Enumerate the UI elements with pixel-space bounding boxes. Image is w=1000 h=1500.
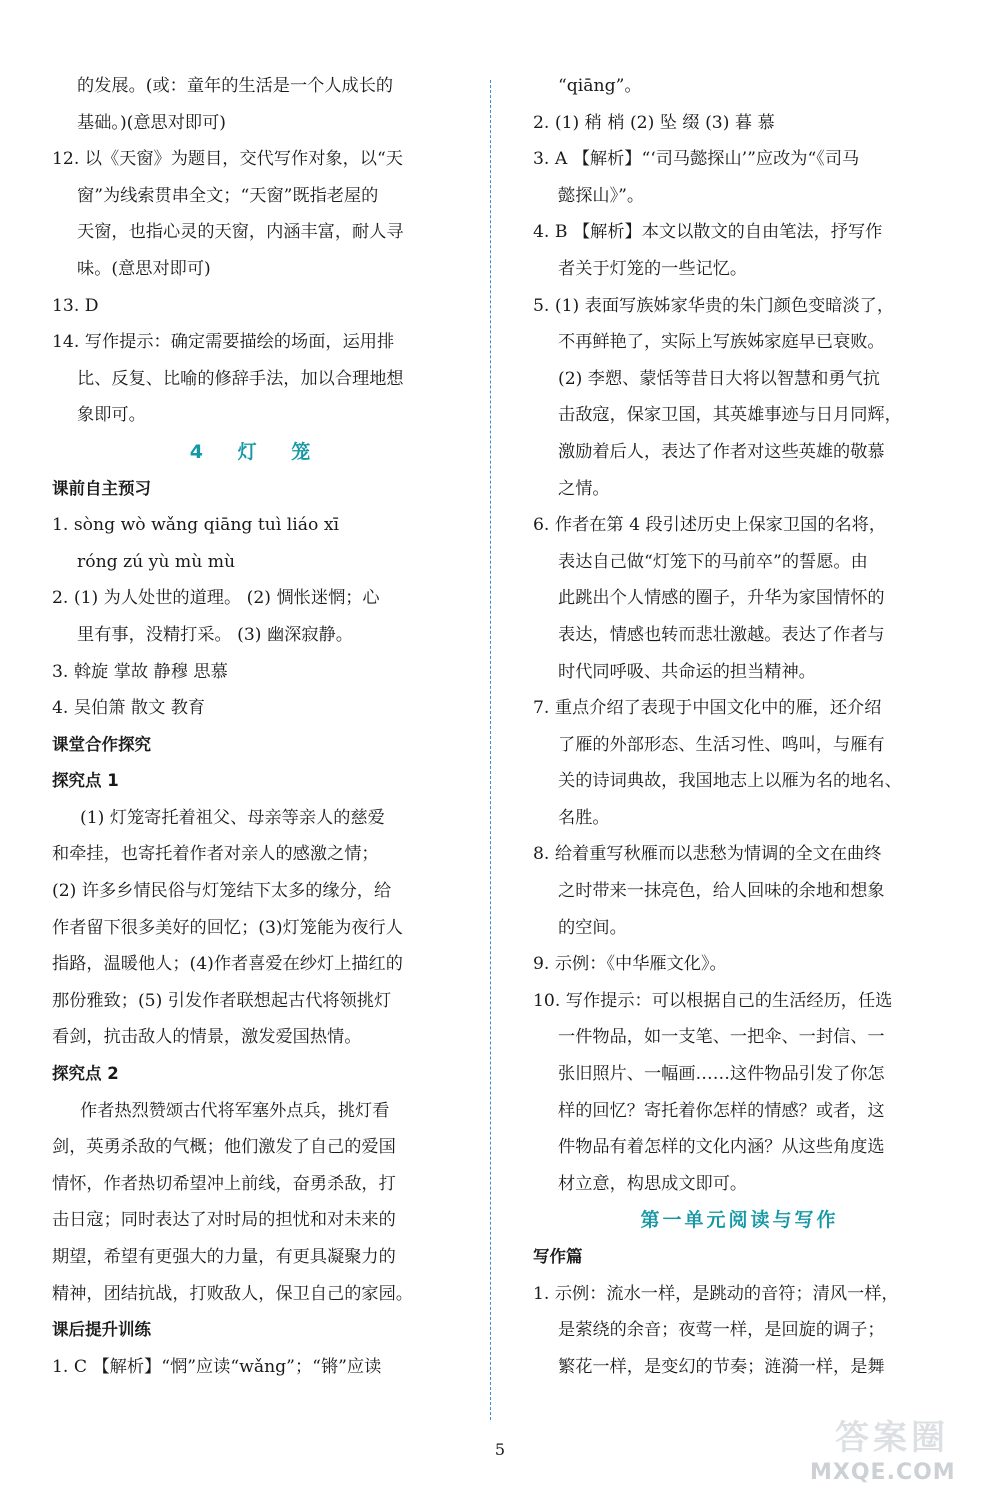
left-text-line: 课后提升训练 xyxy=(52,1320,151,1340)
left-text-line: 课前自主预习 xyxy=(52,478,151,498)
page-number: 5 xyxy=(494,1440,506,1459)
right-text-line: 是萦绕的余音；夜莺一样，是回旋的调子； xyxy=(558,1320,885,1341)
left-text-line: 4. 吴伯箫 散文 教育 xyxy=(52,698,206,719)
right-text-line: 了雁的外部形态、生活习性、鸣叫，与雁有 xyxy=(558,734,885,755)
right-text-line: 8. 给着重写秋雁而以悲愁为情调的全文在曲终 xyxy=(533,844,882,865)
left-text-line: 1. sòng wò wǎng qiāng tuì liáo xī xyxy=(52,515,340,536)
left-text-line: 比、反复、比喻的修辞手法，加以合理地想 xyxy=(77,368,404,389)
left-text-line: 指路，温暖他人；(4)作者喜爱在纱灯上描红的 xyxy=(52,954,403,975)
left-text-line: 味。(意思对即可) xyxy=(77,258,211,279)
right-text-line: 6. 作者在第 4 段引述历史上保家卫国的名将， xyxy=(533,515,887,536)
right-text-line: 材立意，构思成文即可。 xyxy=(558,1173,748,1194)
left-text-line: 的发展。(或：童年的生活是一个人成长的 xyxy=(77,76,394,96)
right-text-line: 4. B 【解析】本文以散文的自由笔法，抒写作 xyxy=(533,222,883,243)
right-text-line: 样的回忆？寄托着你怎样的情感？或者，这 xyxy=(558,1100,885,1121)
right-text-line: 名胜。 xyxy=(558,807,610,828)
right-text-line: 击敌寇，保家卫国，其英雄事迹与日月同辉， xyxy=(558,405,902,426)
left-text-line: 窗”为线索贯串全文；“天窗”既指老屋的 xyxy=(77,185,379,206)
left-text-line: 象即可。 xyxy=(77,405,146,426)
left-text-line: 期望，希望有更强大的力量，有更具凝聚力的 xyxy=(52,1247,396,1267)
left-text-line: 作者热烈赞颂古代将军塞外点兵，挑灯看 xyxy=(80,1100,390,1121)
right-text-line: 者关于灯笼的一些记忆。 xyxy=(558,258,748,279)
left-text-line: 里有事，没精打采。 (3) 幽深寂静。 xyxy=(77,624,353,645)
right-text-line: 表达，情感也转而悲壮激越。表达了作者与 xyxy=(558,624,885,645)
right-text-line: 繁花一样，是变幻的节奏；涟漪一样，是舞 xyxy=(558,1356,885,1377)
left-text-line: 13. D xyxy=(52,295,99,316)
right-column xyxy=(533,68,946,1385)
right-text-line: 不再鲜艳了，实际上写族姊家庭早已衰败。 xyxy=(558,332,885,353)
left-text-line: 探究点 1 xyxy=(52,771,119,791)
left-text-line: 14. 写作提示：确定需要描绘的场面，运用排 xyxy=(52,332,395,353)
left-text-line: 探究点 2 xyxy=(52,1064,119,1084)
right-text-line: 3. A 【解析】“‘司马懿探山’”应改为“《司马 xyxy=(533,149,860,170)
right-text-line: 激励着后人，表达了作者对这些英雄的敬慕 xyxy=(558,441,885,462)
left-text-line: 12. 以《天窗》为题目，交代写作对象，以“天 xyxy=(52,149,403,170)
left-text-line: 作者留下很多美好的回忆；(3)灯笼能为夜行人 xyxy=(52,917,403,938)
right-text-line: 2. (1) 稍 梢 (2) 坠 缀 (3) 暮 慕 xyxy=(533,112,775,133)
watermark xyxy=(800,1410,990,1495)
right-text-line: 之情。 xyxy=(558,478,610,499)
watermark-site: MXQE.COM xyxy=(810,1460,956,1485)
left-text-line: 击日寇；同时表达了对时局的担忧和对未来的 xyxy=(52,1210,396,1231)
right-text-line: 之时带来一抹亮色，给人回味的余地和想象 xyxy=(558,881,885,902)
left-text-line: (2) 许多乡情民俗与灯笼结下太多的缘分，给 xyxy=(52,881,392,902)
right-text-line: 此跳出个人情感的圈子，升华为家国情怀的 xyxy=(558,588,885,609)
right-text-line: 张旧照片、一幅画……这件物品引发了你怎 xyxy=(558,1064,885,1085)
left-text-line: (1) 灯笼寄托着祖父、母亲等亲人的慈爱 xyxy=(80,807,385,828)
watermark-logo: 答案圈 xyxy=(835,1418,949,1458)
right-text-line: (2) 李愬、蒙恬等昔日大将以智慧和勇气抗 xyxy=(558,368,880,389)
left-text-line: 1. C 【解析】“惘”应读“wǎng”；“锵”应读 xyxy=(52,1356,382,1377)
right-text-line: 一件物品，如一支笔、一把伞、一封信、一 xyxy=(558,1027,885,1048)
right-text-line: 的空间。 xyxy=(558,917,627,938)
right-text-line: “qiāng”。 xyxy=(558,76,642,96)
right-text-line: 7. 重点介绍了表现于中国文化中的雁，还介绍 xyxy=(533,698,882,719)
right-text-line: 懿探山》”。 xyxy=(558,185,645,206)
right-text-line: 表达自己做“灯笼下的马前卒”的誓愿。由 xyxy=(558,551,868,572)
left-text-line: 情怀，作者热切希望冲上前线，奋勇杀敌，打 xyxy=(52,1173,396,1194)
right-text-line: 5. (1) 表面写族姊家华贵的朱门颜色变暗淡了， xyxy=(533,295,895,316)
right-text-line: 1. 示例：流水一样，是跳动的音符；清风一样， xyxy=(533,1283,899,1304)
left-text-line: 精神，团结抗战，打败敌人，保卫自己的家园。 xyxy=(52,1283,413,1304)
left-text-line: 基础。)(意思对即可) xyxy=(77,112,227,133)
left-text-line: 剑，英勇杀敌的气概；他们激发了自己的爱国 xyxy=(52,1137,396,1158)
left-text-line: 天窗，也指心灵的天窗，内涵丰富，耐人寻 xyxy=(77,222,404,243)
right-text-line: 9. 示例：《中华雁文化》。 xyxy=(533,954,727,975)
right-text-line: 时代同呼吸、共命运的担当精神。 xyxy=(558,661,816,682)
left-text-line: róng zú yù mù mù xyxy=(77,551,236,572)
left-column xyxy=(52,68,462,1385)
column-divider xyxy=(490,80,491,1420)
right-text-line: 件物品有着怎样的文化内涵？从这些角度选 xyxy=(558,1137,885,1158)
right-text-line: 第一单元阅读与写作 xyxy=(640,1209,839,1232)
left-text-line: 那份雅致；(5) 引发作者联想起古代将领挑灯 xyxy=(52,990,392,1011)
left-text-line: 3. 斡旋 掌故 静穆 思慕 xyxy=(52,661,228,682)
left-text-line: 和牵挂，也寄托着作者对亲人的感激之情； xyxy=(52,844,379,865)
right-text-line: 关的诗词典故，我国地志上以雁为名的地名、 xyxy=(558,771,902,792)
right-text-line: 10. 写作提示：可以根据自己的生活经历，任选 xyxy=(533,990,893,1011)
left-text-line: 看剑，抗击敌人的情景，激发爱国热情。 xyxy=(52,1027,362,1048)
left-text-line: 课堂合作探究 xyxy=(52,734,151,754)
left-text-line: 4 灯 笼 xyxy=(189,440,325,463)
right-text-line: 写作篇 xyxy=(533,1247,583,1266)
left-text-line: 2. (1) 为人处世的道理。 (2) 惆怅迷惘；心 xyxy=(52,588,380,609)
